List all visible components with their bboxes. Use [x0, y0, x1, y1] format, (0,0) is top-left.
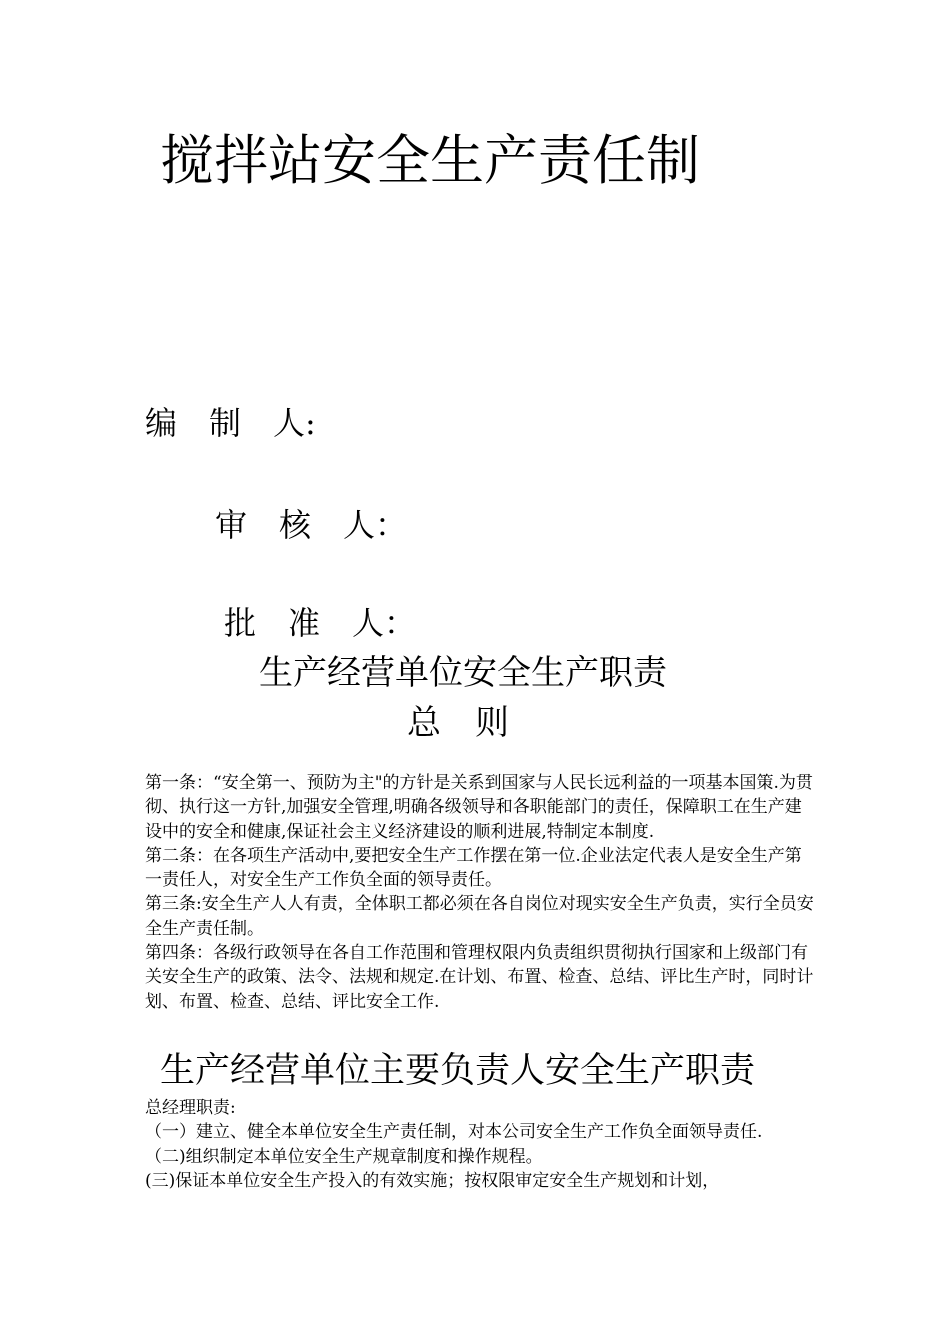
duty-item-3: (三)保证本单位安全生产投入的有效实施；按权限审定安全生产规划和计划，	[145, 1170, 720, 1191]
duties-label: 总经理职责:	[145, 1098, 236, 1118]
duty-item-1: （一）建立、健全本单位安全生产责任制，对本公司安全生产工作负全面领导责任.	[145, 1122, 763, 1143]
document-title: 搅拌站安全生产责任制	[160, 129, 700, 192]
compiler-line: 编 制 人:	[145, 404, 316, 442]
section-heading: 生产经营单位安全生产职责	[259, 653, 667, 693]
article-3: 第三条:安全生产人人有责，全体职工都必须在各自岗位对现实安全生产负责，实行全员安全生产责任制。	[145, 894, 814, 939]
article-2: 第二条：在各项生产活动中,要把安全生产工作摆在第一位.企业法定代表人是安全生产第一责任人，对安全生产工作负全面的领导责任。	[145, 845, 802, 891]
general-articles	[145, 771, 815, 1014]
manager-duties	[145, 1096, 815, 1193]
section-heading-responsible: 生产经营单位主要负责人安全生产职责	[160, 1051, 756, 1091]
approver-line: 批 准 人：	[224, 604, 417, 642]
article-1: 第一条：“安全第一、预防为主"的方针是关系到国家与人民长远利益的一项基本国策.为贯彻、执行这一方针,加强安全管理,明确各级领导和各职能部门的责任，保障职工在生产建设中的安全和健康,保证社会主义经济建设的顺利进展,特制定本制度.	[145, 773, 813, 842]
duty-item-2: （二)组织制定本单位安全生产规章制度和操作规程。	[145, 1146, 543, 1167]
article-4: 第四条：各级行政领导在各自工作范围和管理权限内负责组织贯彻执行国家和上级部门有关安全生产的政策、法令、法规和规定.在计划、布置、检查、总结、评比生产时，同时计划、布置、检查、总结、评比安全工作.	[145, 943, 814, 1012]
section-subheading: 总 则	[407, 703, 509, 743]
reviewer-line: 审 核 人：	[215, 506, 408, 544]
